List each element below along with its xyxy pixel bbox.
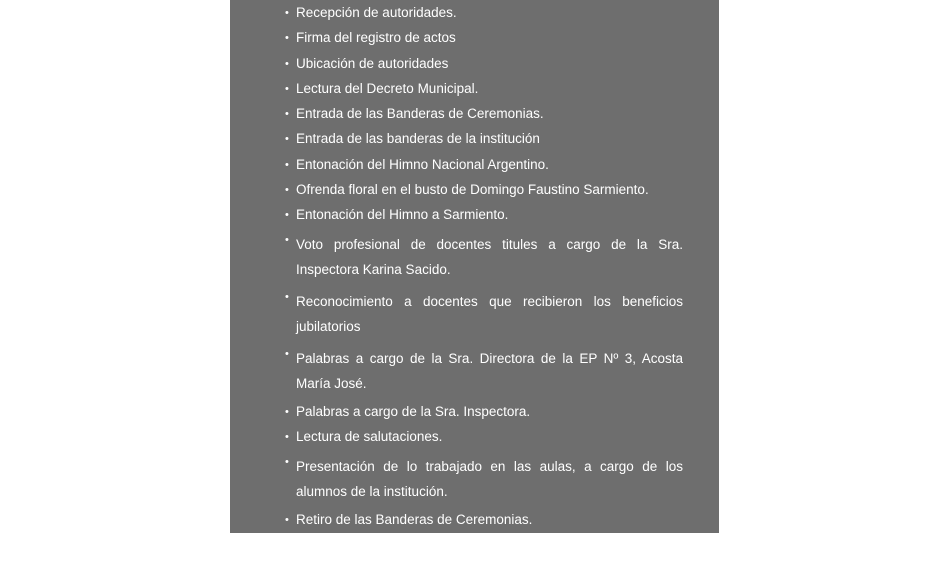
list-item <box>285 181 683 199</box>
list-item <box>285 206 683 224</box>
bullet-icon: • <box>285 348 289 361</box>
bullet-icon: • <box>285 209 289 222</box>
bullet-icon: • <box>285 431 289 444</box>
list-item-text: Lectura de salutaciones. <box>296 429 443 445</box>
list-item-text: Firma del registro de actos <box>296 30 456 46</box>
list-item <box>285 511 683 529</box>
bullet-icon: • <box>285 108 289 121</box>
list-item-text: Desconcentración. <box>296 536 408 552</box>
list-item-text: Recepción de autoridades. <box>296 5 457 20</box>
list-item <box>285 130 683 148</box>
bullet-icon: • <box>285 32 289 45</box>
list-item-text: Voto profesional de docentes titules a cargo de la Sra. Inspectora Karina Sacido. <box>296 236 683 277</box>
list-item <box>285 80 683 98</box>
program-list <box>285 4 683 561</box>
bullet-icon: • <box>285 291 289 304</box>
list-item-text: Palabras a cargo de la Sra. Inspectora. <box>296 403 531 419</box>
list-item <box>285 29 683 47</box>
bullet-icon: • <box>285 184 289 197</box>
list-item-text: Entrada de las banderas de la institución <box>296 131 540 147</box>
list-item <box>285 536 683 554</box>
bullet-icon: • <box>285 7 289 19</box>
list-item-text: Entrada de las Banderas de Ceremonias. <box>296 106 544 122</box>
list-item-text: Entonación del Himno a Sarmiento. <box>296 207 509 223</box>
list-item <box>285 403 683 421</box>
list-item <box>285 105 683 123</box>
bullet-icon: • <box>285 456 289 468</box>
list-item-text: Ubicación de autoridades <box>296 55 449 71</box>
program-panel <box>230 0 719 552</box>
list-item-text: Lectura del Decreto Municipal. <box>296 80 479 96</box>
list-item-text: Entonación del Himno Nacional Argentino. <box>296 156 549 172</box>
list-item-text: Reconocimiento a docentes que recibieron los beneficios jubilatorios <box>296 293 683 334</box>
list-item <box>285 232 683 282</box>
list-item <box>285 454 683 504</box>
bullet-icon: • <box>285 57 289 70</box>
list-item <box>285 428 683 446</box>
bullet-icon: • <box>285 158 289 171</box>
list-item-text: Ofrenda floral en el busto de Domingo Faustino Sarmiento. <box>296 182 649 198</box>
list-item <box>285 55 683 73</box>
bullet-icon: • <box>285 133 289 146</box>
list-item <box>285 346 683 396</box>
bullet-icon: • <box>285 513 289 526</box>
list-item-text: Retiro de las Banderas de Ceremonias. <box>296 511 533 527</box>
list-item <box>285 156 683 174</box>
bullet-icon: • <box>285 538 289 551</box>
list-item-text: Palabras a cargo de la Sra. Directora de la EP Nº 3, Acosta María José. <box>296 350 683 391</box>
list-item-text: Presentación de lo trabajado en las aulas, a cargo de los alumnos de la institución. <box>296 458 683 499</box>
bullet-icon: • <box>285 405 289 418</box>
list-item <box>285 4 683 22</box>
list-item <box>285 289 683 339</box>
bullet-icon: • <box>285 234 289 247</box>
bullet-icon: • <box>285 82 289 95</box>
